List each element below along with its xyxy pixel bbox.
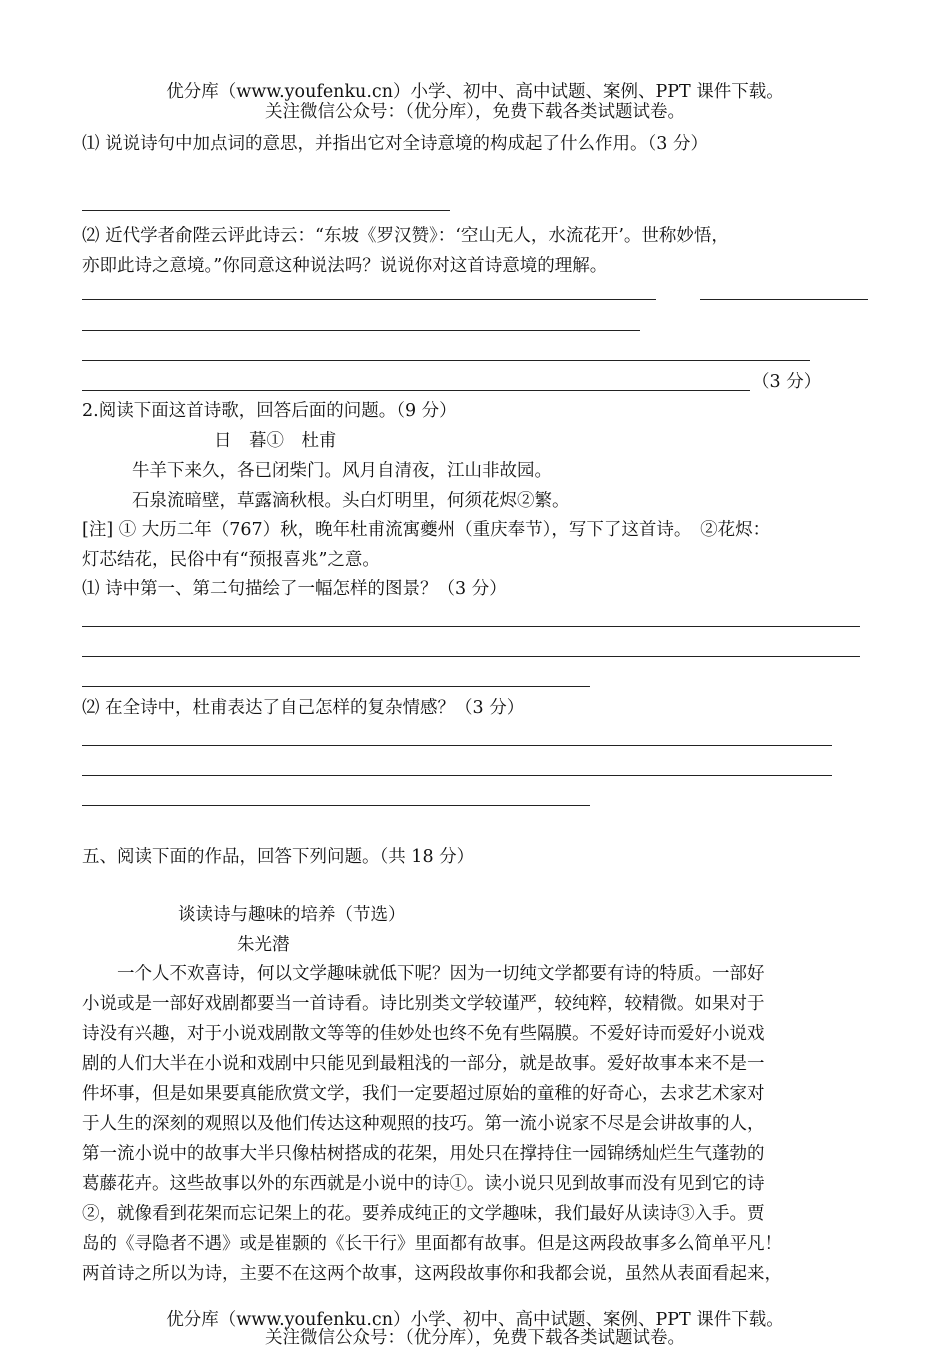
section5-heading: 五、阅读下面的作品，回答下列问题。（共 18 分） xyxy=(82,847,475,867)
paragraph-line: 葛藤花卉。这些故事以外的东西就是小说中的诗①。读小说只见到故事而没有见到它的诗 xyxy=(82,1174,765,1194)
q1-subquestion-2-line1: ⑵ 近代学者俞陛云评此诗云：“东坡《罗汉赞》：‘空山无人，水流花开’。世称妙悟， xyxy=(82,226,729,246)
paragraph-line: 件坏事，但是如果要真能欣赏文学，我们一定要超过原始的童稚的好奇心，去求艺术家对 xyxy=(82,1084,765,1104)
answer-line xyxy=(700,299,868,300)
poem-line-2: 石泉流暗壁，草露滴秋根。头白灯明里，何须花烬②繁。 xyxy=(132,491,570,511)
answer-line xyxy=(82,805,590,806)
article-author: 朱光潜 xyxy=(237,935,290,955)
answer-line xyxy=(82,656,860,657)
q2-subquestion-2: ⑵ 在全诗中，杜甫表达了自己怎样的复杂情感？（3 分） xyxy=(82,698,525,718)
answer-line xyxy=(82,360,810,361)
answer-line xyxy=(82,210,450,211)
poem-note-line1: [注] ① 大历二年（767）秋，晚年杜甫流寓夔州（重庆奉节），写下了这首诗。 ②花烬： xyxy=(82,520,771,540)
page-footer-line1: 优分库（www.youfenku.cn）小学、初中、高中试题、案例、PPT 课件下载。 xyxy=(166,1310,784,1330)
answer-line xyxy=(82,390,750,391)
paragraph-line: 两首诗之所以为诗，主要不在这两个故事，这两段故事你和我都会说，虽然从表面看起来， xyxy=(82,1264,782,1284)
q2-title: 2.阅读下面这首诗歌，回答后面的问题。（9 分） xyxy=(82,401,457,421)
answer-line xyxy=(82,330,640,331)
page-footer-line2: 关注微信公众号：（优分库），免费下载各类试题试卷。 xyxy=(265,1328,685,1348)
answer-line xyxy=(82,775,832,776)
paragraph-line: 于人生的深刻的观照以及他们传达这种观照的技巧。第一流小说家不尽是会讲故事的人， xyxy=(82,1114,765,1134)
page-header-line1: 优分库（www.youfenku.cn）小学、初中、高中试题、案例、PPT 课件下载。 xyxy=(166,82,784,102)
paragraph-line: 剧的人们大半在小说和戏剧中只能见到最粗浅的一部分，就是故事。爱好故事本来不是一 xyxy=(82,1054,765,1074)
answer-line xyxy=(82,686,590,687)
paragraph-line: ②，就像看到花架而忘记架上的花。要养成纯正的文学趣味，我们最好从读诗③入手。贾 xyxy=(82,1204,765,1224)
answer-line xyxy=(82,626,860,627)
paragraph-line: 小说或是一部好戏剧都要当一首诗看。诗比别类文学较谨严，较纯粹，较精微。如果对于 xyxy=(82,994,765,1014)
poem-line-1: 牛羊下来久，各已闭柴门。风月自清夜，江山非故园。 xyxy=(132,461,552,481)
article-title: 谈读诗与趣味的培养（节选） xyxy=(178,905,406,925)
poem-note-line2: 灯芯结花，民俗中有“预报喜兆”之意。 xyxy=(82,550,380,570)
q1-subquestion-1: ⑴ 说说诗句中加点词的意思，并指出它对全诗意境的构成起了什么作用。（3 分） xyxy=(82,134,709,154)
paragraph-line: 岛的《寻隐者不遇》或是崔颢的《长干行》里面都有故事。但是这两段故事多么简单平凡！ xyxy=(82,1234,782,1254)
paragraph-line: 诗没有兴趣，对于小说戏剧散文等等的佳妙处也终不免有些隔膜。不爱好诗而爱好小说戏 xyxy=(82,1024,765,1044)
q1-score: （3 分） xyxy=(752,372,822,392)
answer-line xyxy=(82,299,656,300)
page-header-line2: 关注微信公众号：（优分库），免费下载各类试题试卷。 xyxy=(265,102,685,122)
q1-subquestion-2-line2: 亦即此诗之意境。”你同意这种说法吗？说说你对这首诗意境的理解。 xyxy=(82,256,608,276)
paragraph-line: 第一流小说中的故事大半只像枯树搭成的花架，用处只在撑持住一园锦绣灿烂生气蓬勃的 xyxy=(82,1144,765,1164)
poem-title: 日 暮① 杜甫 xyxy=(214,431,337,451)
answer-line xyxy=(82,745,832,746)
q2-subquestion-1: ⑴ 诗中第一、第二句描绘了一幅怎样的图景？（3 分） xyxy=(82,579,507,599)
paragraph-line: 一个人不欢喜诗，何以文学趣味就低下呢？因为一切纯文学都要有诗的特质。一部好 xyxy=(82,964,765,984)
